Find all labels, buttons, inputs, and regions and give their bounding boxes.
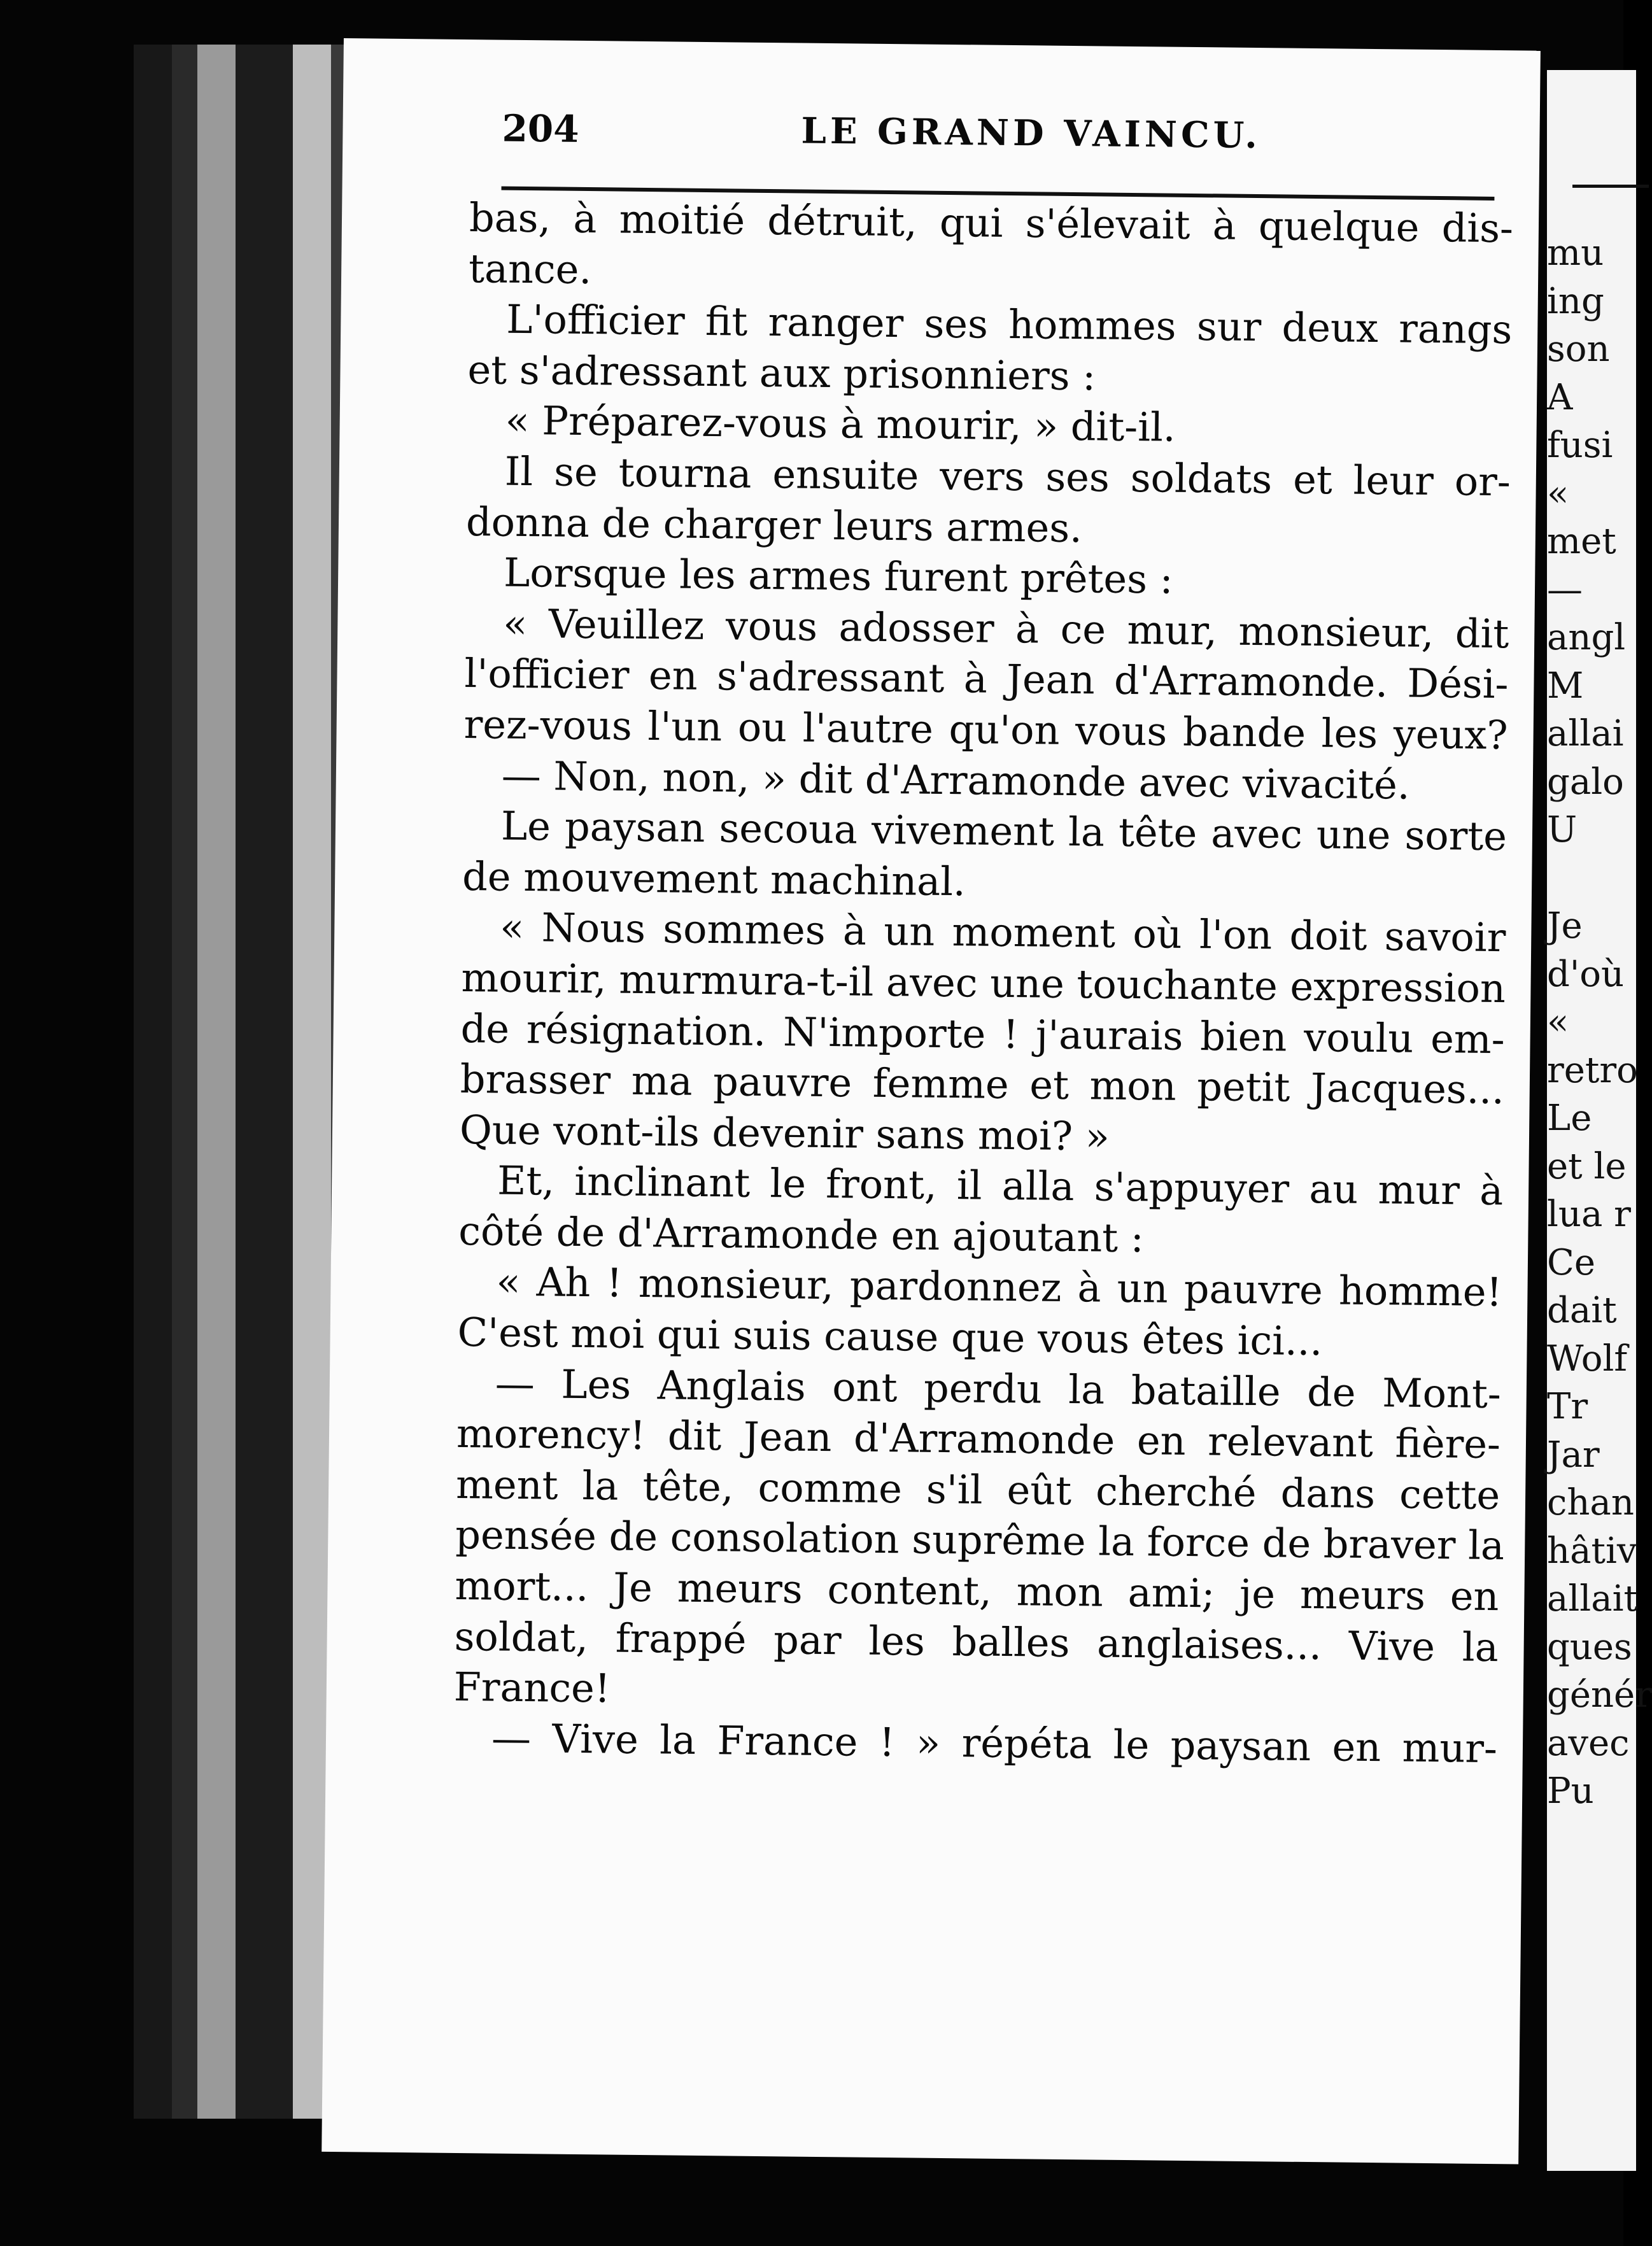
- text-line: France!: [453, 1663, 611, 1712]
- facing-text-fragment: «: [1547, 472, 1569, 514]
- facing-text-fragment: génér: [1547, 1674, 1652, 1716]
- facing-text-fragment: «: [1547, 1001, 1569, 1043]
- text-line: « Ah ! monsieur, pardonnez à un pauvre homme!: [496, 1259, 1502, 1316]
- facing-text-fragment: Tr: [1547, 1386, 1588, 1427]
- text-line: donna de charger leurs armes.: [465, 498, 1083, 551]
- text-line: soldat, frappé par les balles anglaises... Vive la: [454, 1613, 1499, 1670]
- facing-text-fragment: allai: [1547, 713, 1624, 754]
- facing-text-fragment: met: [1547, 521, 1616, 562]
- facing-text-fragment: [1547, 854, 1652, 903]
- text-line: bas, à moitié détruit, qui s'élevait à quelque dis-: [469, 194, 1514, 252]
- facing-text-fragment: Pu: [1547, 1770, 1594, 1812]
- book-page: [321, 38, 1541, 2165]
- text-line: pensée de consolation suprême la force de braver la: [455, 1511, 1505, 1569]
- text-line: ment la tête, comme s'il eût cherché dans cette: [455, 1460, 1500, 1518]
- facing-text-fragment: ing: [1547, 280, 1604, 322]
- text-line: — Les Anglais ont perdu la bataille de Mont-: [495, 1360, 1502, 1417]
- facing-text-fragment: A: [1547, 376, 1573, 418]
- text-line: brasser ma pauvre femme et mon petit Jacques...: [460, 1056, 1505, 1113]
- facing-text-fragment: Je: [1547, 905, 1583, 947]
- facing-text-fragment: d'où: [1547, 953, 1625, 995]
- facing-text-fragment: chan: [1547, 1482, 1634, 1523]
- facing-text-fragment: avec: [1547, 1722, 1630, 1764]
- text-line: l'officier en s'adressant à Jean d'Arramonde. Dési-: [464, 650, 1509, 708]
- facing-text-fragment: fusi: [1547, 425, 1613, 466]
- text-line: morency! dit Jean d'Arramonde en relevant fière-: [456, 1410, 1501, 1468]
- facing-text-fragment: galo: [1547, 761, 1624, 803]
- running-head: [502, 88, 1476, 168]
- text-line: — Non, non, » dit d'Arramonde avec vivacité.: [501, 752, 1410, 809]
- page-edge: [197, 45, 236, 2119]
- text-line: C'est moi qui suis cause que vous êtes ici...: [457, 1309, 1323, 1365]
- facing-text-fragment: M: [1547, 665, 1584, 707]
- facing-text-fragment: lua r: [1547, 1194, 1631, 1235]
- header-rule: [1572, 185, 1649, 188]
- text-line: L'officier fit ranger ses hommes sur deux rangs: [506, 295, 1513, 353]
- running-title: LE GRAND VAINCU.: [801, 109, 1262, 157]
- text-line: Et, inclinant le front, il alla s'appuyer au mur à: [497, 1157, 1504, 1215]
- text-line: de résignation. N'importe ! j'aurais bien voulu em-: [460, 1005, 1506, 1063]
- facing-text-fragment: ques: [1547, 1626, 1632, 1668]
- text-line: rez-vous l'un ou l'autre qu'on vous bande les yeux?: [463, 700, 1509, 759]
- body-text: [453, 192, 1514, 1774]
- facing-text-fragment: mu: [1547, 232, 1604, 274]
- facing-text-fragment: Jar: [1547, 1434, 1600, 1476]
- page-number: 204: [502, 106, 579, 151]
- binding-edge: [134, 45, 172, 2119]
- facing-text-fragment: —: [1547, 569, 1583, 611]
- text-line: « Préparez-vous à mourir, » dit-il.: [505, 397, 1176, 451]
- facing-page-fragment: [1547, 70, 1652, 2171]
- facing-text-fragment: hâtiv: [1547, 1530, 1637, 1572]
- facing-page-text: [1547, 229, 1652, 1816]
- facing-text-fragment: dait: [1547, 1290, 1617, 1331]
- page-edge: [172, 45, 197, 2119]
- text-line: côté de d'Arramonde en ajoutant :: [458, 1207, 1145, 1262]
- text-line: mourir, murmura-t-il avec une touchante expression: [461, 954, 1506, 1012]
- text-line: de mouvement machinal.: [462, 852, 966, 905]
- facing-text-fragment: Wolf: [1547, 1338, 1628, 1380]
- text-line: et s'adressant aux prisonniers :: [467, 346, 1096, 400]
- text-line: « Veuillez vous adosser à ce mur, monsieur, dit: [503, 600, 1509, 657]
- facing-text-fragment: et le: [1547, 1145, 1627, 1187]
- page-edge: [236, 45, 293, 2119]
- text-line: tance.: [468, 244, 592, 293]
- facing-text-fragment: Ce: [1547, 1241, 1595, 1283]
- facing-text-fragment: retro: [1547, 1049, 1638, 1091]
- text-line: Il se tourna ensuite vers ses soldats et leur or-: [504, 448, 1511, 505]
- facing-text-fragment: angl: [1547, 617, 1626, 658]
- text-line: « Nous sommes à un moment où l'on doit savoir: [500, 903, 1506, 961]
- text-line: — Vive la France ! » répéta le paysan en mur-: [491, 1714, 1498, 1772]
- text-line: mort... Je meurs content, mon ami; je meurs en: [455, 1562, 1499, 1620]
- text-line: Lorsque les armes furent prêtes :: [503, 549, 1173, 603]
- facing-text-fragment: U: [1547, 809, 1578, 851]
- facing-text-fragment: Le: [1547, 1098, 1592, 1139]
- facing-text-fragment: allait: [1547, 1578, 1639, 1620]
- text-line: Le paysan secoua vivement la tête avec une sorte: [500, 802, 1507, 860]
- text-line: Que vont-ils devenir sans moi? »: [459, 1106, 1110, 1160]
- facing-text-fragment: son: [1547, 328, 1610, 370]
